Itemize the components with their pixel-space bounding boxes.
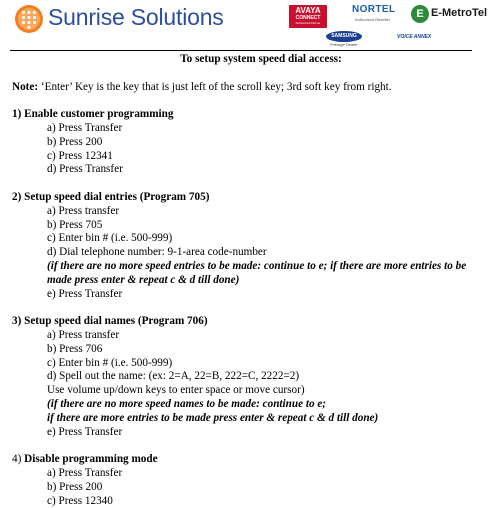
note-label: Note: — [12, 81, 38, 93]
step-note: (if there are no more speed names to be made: continue to e; — [12, 398, 490, 412]
section-speed-dial-names — [12, 315, 490, 439]
emetrotel-name: E-MetroTel — [431, 7, 487, 19]
section-heading — [12, 453, 490, 467]
step-item: a) Press transfer — [12, 329, 490, 343]
step-item: a) Press Transfer — [12, 122, 490, 136]
step-note: (if there are no more speed entries to be made: continue to e; if there are more entries to be made press enter & repeat c & d till done) — [12, 260, 490, 288]
step-item: c) Press 12341 — [12, 150, 490, 164]
phone-circle-icon — [14, 4, 44, 34]
step-item: b) Press 200 — [12, 136, 490, 150]
section-speed-dial-entries — [12, 191, 490, 301]
step-item: e) Press Transfer — [12, 426, 490, 440]
samsung-sub: Prestige Dealer — [330, 42, 358, 47]
avaya-fine: Authorized Partner — [289, 21, 327, 25]
step-item: b) Press 705 — [12, 219, 490, 233]
step-item: d) Dial telephone number: 9-1-area code-number — [12, 246, 490, 260]
note-text: ‘Enter’ Key is the key that is just left of the scroll key; 3rd soft key from right. — [38, 81, 391, 93]
step-item: a) Press transfer — [12, 205, 490, 219]
step-item: b) Press 706 — [12, 343, 490, 357]
step-item: c) Enter bin # (i.e. 500-999) — [12, 232, 490, 246]
brand-name: Sunrise Solutions — [48, 4, 224, 31]
step-item: Use volume up/down keys to enter space or move cursor) — [12, 384, 490, 398]
header-divider — [10, 50, 472, 51]
section-heading: 3) Setup speed dial names (Program 706) — [12, 315, 490, 329]
step-item: d) Spell out the name: (ex: 2=A, 22=B, 222=C, 2222=2) — [12, 370, 490, 384]
page-header — [0, 0, 500, 56]
step-item: e) Press Transfer — [12, 288, 490, 302]
note — [12, 81, 490, 95]
step-item: a) Press Transfer — [12, 467, 490, 481]
nortel-logo: NORTEL — [352, 4, 396, 15]
step-item: d) Press Transfer — [12, 163, 490, 177]
document-title: To setup system speed dial access: — [12, 53, 490, 67]
avaya-name: AVAYA — [289, 6, 327, 15]
section-title: Disable programming mode — [24, 453, 157, 465]
step-item: b) Press 200 — [12, 481, 490, 495]
nortel-sub: Authorized Reseller — [355, 17, 390, 22]
document-body — [12, 53, 490, 508]
section-enable-programming — [12, 108, 490, 177]
avaya-logo — [289, 5, 327, 28]
step-item: c) Enter bin # (i.e. 500-999) — [12, 357, 490, 371]
avaya-sub: CONNECT — [289, 15, 327, 21]
samsung-logo: SAMSUNG — [326, 31, 362, 42]
emetrotel-badge-icon: E — [411, 5, 429, 23]
section-heading: 2) Setup speed dial entries (Program 705) — [12, 191, 490, 205]
voicenet-logo: VOICE ANNEX — [397, 34, 431, 40]
section-heading: 1) Enable customer programming — [12, 108, 490, 122]
step-item: c) Press 12340 — [12, 495, 490, 508]
step-note: if there are more entries to be made press enter & repeat c & d till done) — [12, 412, 490, 426]
section-number: 4) — [12, 453, 21, 465]
